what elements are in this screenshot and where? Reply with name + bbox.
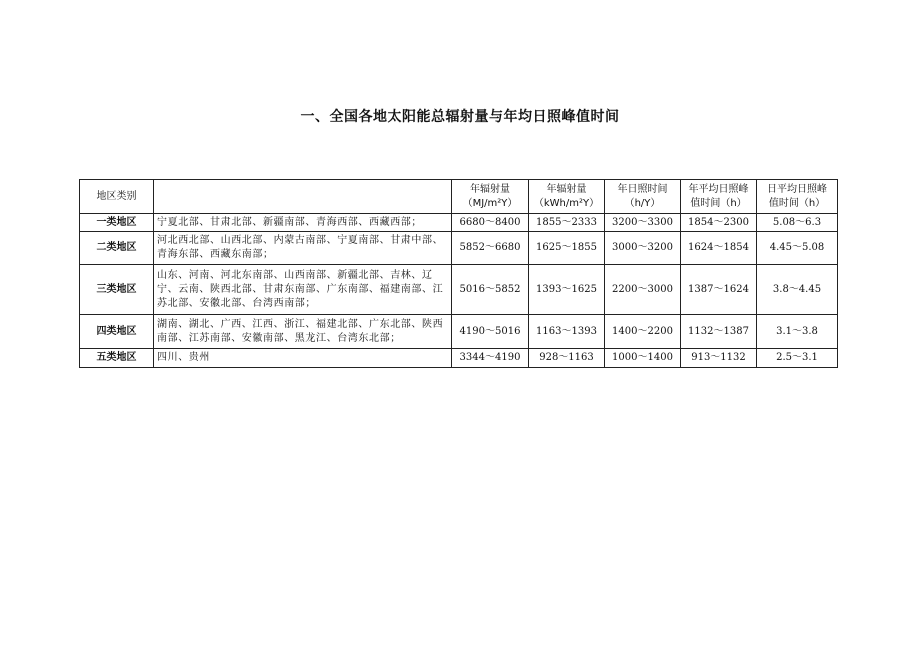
header-radiation-mj-line1: 年辐射量 (470, 183, 510, 195)
page-title: 一、全国各地太阳能总辐射量与年均日照峰值时间 (300, 109, 620, 125)
daily-peak-cell: 3.1～3.8 (757, 315, 838, 349)
areas-cell: 河北西北部、山西北部、内蒙古南部、宁夏南部、甘肃中部、青海东部、西藏东南部； (154, 232, 452, 265)
radiation-mj-cell: 5852～6680 (452, 232, 529, 265)
daily-peak-cell: 4.45～5.08 (757, 232, 838, 265)
daily-peak-cell: 2.5～3.1 (757, 349, 838, 368)
sunshine-hours-cell: 3200～3300 (605, 214, 681, 232)
radiation-kwh-cell: 1855～2333 (529, 214, 605, 232)
header-radiation-kwh-line2: （kWh/m²Y） (533, 197, 600, 209)
sunshine-hours-cell: 3000～3200 (605, 232, 681, 265)
header-daily-peak-line2: 值时间（h） (768, 197, 826, 209)
header-region: 地区类别 (80, 180, 154, 214)
areas-cell: 山东、河南、河北东南部、山西南部、新疆北部、吉林、辽宁、云南、陕西北部、甘肃东南部、广东南部、福建南部、江苏北部、安徽北部、台湾西南部； (154, 265, 452, 315)
sunshine-hours-cell: 1000～1400 (605, 349, 681, 368)
region-cell: 二类地区 (80, 232, 154, 265)
areas-cell: 湖南、湖北、广西、江西、浙江、福建北部、广东北部、陕西南部、江苏南部、安徽南部、黑龙江、台湾东北部； (154, 315, 452, 349)
table-header-row (80, 180, 838, 214)
header-radiation-kwh (529, 180, 605, 214)
header-annual-peak-line2: 值时间（h） (690, 197, 747, 209)
radiation-mj-cell: 3344～4190 (452, 349, 529, 368)
header-daily-peak (757, 180, 838, 214)
header-daily-peak-line1: 日平均日照峰 (767, 183, 827, 195)
header-sunshine-hours-line1: 年日照时间 (617, 183, 668, 195)
header-radiation-kwh-line1: 年辐射量 (546, 183, 587, 195)
annual-peak-cell: 913～1132 (681, 349, 757, 368)
annual-peak-cell: 1132～1387 (681, 315, 757, 349)
region-cell: 三类地区 (80, 265, 154, 315)
table-row (80, 214, 838, 232)
region-cell: 四类地区 (80, 315, 154, 349)
solar-radiation-table (79, 179, 838, 368)
header-sunshine-hours-line2: （h/Y） (624, 197, 661, 209)
header-areas (154, 180, 452, 214)
radiation-kwh-cell: 928～1163 (529, 349, 605, 368)
radiation-mj-cell: 6680～8400 (452, 214, 529, 232)
radiation-mj-cell: 5016～5852 (452, 265, 529, 315)
areas-cell: 四川、贵州 (154, 349, 452, 368)
radiation-kwh-cell: 1163～1393 (529, 315, 605, 349)
header-annual-peak-line1: 年平均日照峰 (688, 183, 749, 195)
daily-peak-cell: 3.8～4.45 (757, 265, 838, 315)
areas-cell: 宁夏北部、甘肃北部、新疆南部、青海西部、西藏西部； (154, 214, 452, 232)
table-row (80, 315, 838, 349)
radiation-kwh-cell: 1625～1855 (529, 232, 605, 265)
annual-peak-cell: 1387～1624 (681, 265, 757, 315)
sunshine-hours-cell: 2200～3000 (605, 265, 681, 315)
table-row (80, 232, 838, 265)
header-annual-peak (681, 180, 757, 214)
region-cell: 五类地区 (80, 349, 154, 368)
radiation-kwh-cell: 1393～1625 (529, 265, 605, 315)
annual-peak-cell: 1854～2300 (681, 214, 757, 232)
header-sunshine-hours (605, 180, 681, 214)
table-row (80, 349, 838, 368)
sunshine-hours-cell: 1400～2200 (605, 315, 681, 349)
radiation-mj-cell: 4190～5016 (452, 315, 529, 349)
header-radiation-mj-line2: （MJ/m²Y） (462, 197, 518, 209)
header-radiation-mj (452, 180, 529, 214)
table-row (80, 265, 838, 315)
region-cell: 一类地区 (80, 214, 154, 232)
annual-peak-cell: 1624～1854 (681, 232, 757, 265)
daily-peak-cell: 5.08～6.3 (757, 214, 838, 232)
